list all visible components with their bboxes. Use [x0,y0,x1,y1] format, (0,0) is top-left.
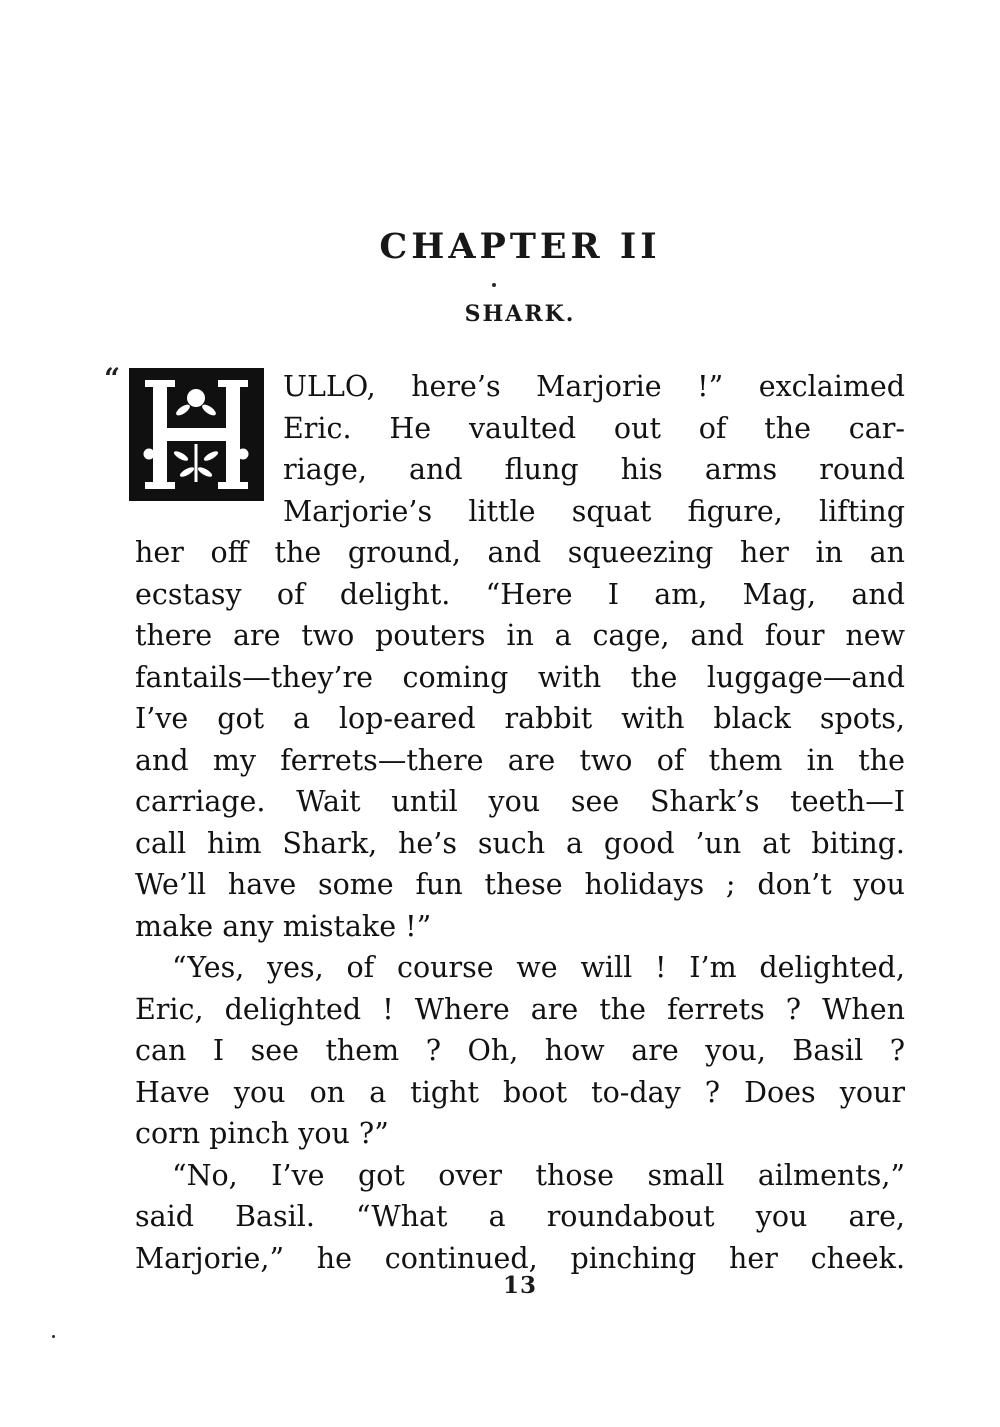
text-line: there are two pouters in a cage, and four new [135,619,905,652]
text-line: riage, and flung his arms round [283,453,905,486]
text-line: said Basil. “What a roundabout you are, [135,1200,905,1233]
text-line: and my ferrets—there are two of them in the [135,743,905,777]
text-line: “No, I’ve got over those small ailments,” [172,1158,905,1192]
text-line: corn pinch you ?” [135,1117,389,1150]
text-line: ULLO, here’s Marjorie !” exclaimed [283,370,905,403]
text-line: her off the ground, and squeezing her in an [135,536,905,569]
text-line: I’ve got a lop-eared rabbit with black spots, [135,702,905,735]
text-line: We’ll have some fun these holidays ; don’t you [135,868,905,901]
drop-cap-initial [129,368,264,501]
text-line: Marjorie’s little squat figure, lifting [283,494,905,528]
text-line: can I see them ? Oh, how are you, Basil ? [135,1034,905,1067]
text-line: call him Shark, he’s such a good ’un at biting. [135,826,905,860]
chapter-subtitle: SHARK. [464,301,576,327]
text-line: ecstasy of delight. “Here I am, Mag, and [135,577,905,611]
scan-artifact-dot [492,283,496,287]
opening-quote-mark: “ [104,362,121,395]
text-line: fantails—they’re coming with the luggage—and [135,660,905,694]
text-line: Marjorie,” he continued, pinching her cheek. [135,1241,905,1275]
text-line: Eric, delighted ! Where are the ferrets ? When [135,992,905,1026]
text-line: carriage. Wait until you see Shark’s teeth—I [135,785,905,818]
text-line: Eric. He vaulted out of the car- [283,411,905,445]
text-line: make any mistake !” [135,909,432,943]
text-line: Have you on a tight boot to-day ? Does your [135,1075,905,1109]
text-line: “Yes, yes, of course we will ! I’m delighted, [172,951,905,984]
body-text [104,362,905,1279]
scan-artifact-dot [52,1335,55,1338]
chapter-heading: CHAPTER II [379,226,661,267]
ornate-initial-icon [129,368,264,501]
page-number: 13 [502,1272,537,1299]
